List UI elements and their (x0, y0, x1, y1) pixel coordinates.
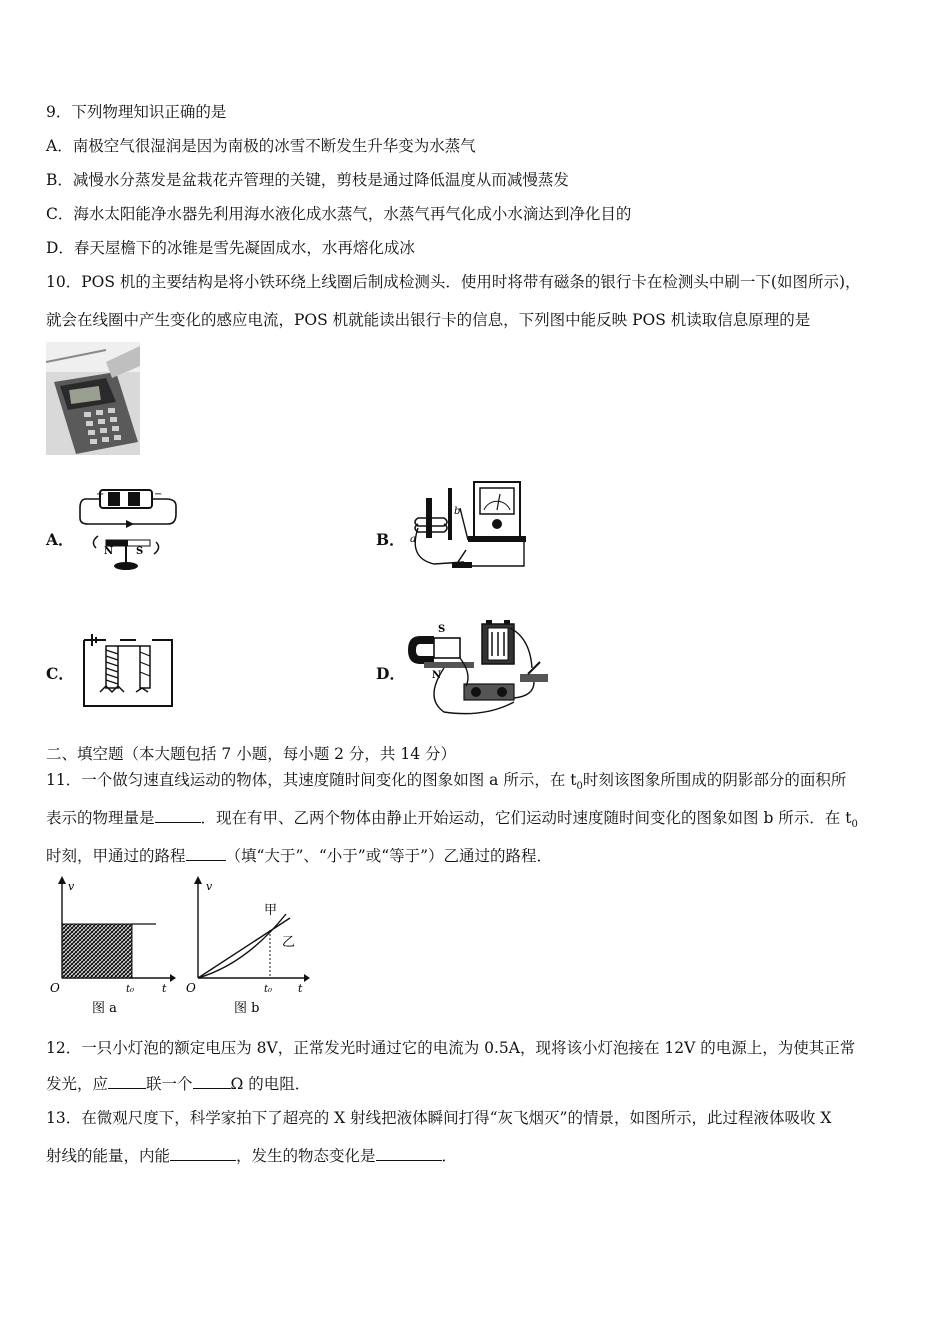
q13-line1: 13．在微观尺度下，科学家拍下了超亮的 X 射线把液体瞬间打得“灰飞烟灭”的情景，如图所示，此过程液体吸收 X (46, 1109, 832, 1127)
q12-line2: 发光，应 联一个 Ω 的电阻． (46, 1075, 311, 1093)
graph-a-v-label: v (68, 880, 75, 893)
q9-option-a: A．南极空气很湿润是因为南极的冰雪不断发生升华变为水蒸气 (46, 137, 476, 155)
fig-a-oersted (76, 484, 180, 572)
q11-line3: 时刻，甲通过的路程 （填“大于”、“小于”或“等于”）乙通过的路程． (46, 847, 553, 865)
q12-blank-2[interactable] (193, 1074, 231, 1089)
q10-line2: 就会在线圈中产生变化的感应电流，POS 机就能读出银行卡的信息，下列图中能反映 POS 机读取信息原理的是 (46, 311, 811, 329)
pos-machine-photo (46, 342, 140, 455)
q9-option-b: B．减慢水分蒸发是盆栽花卉管理的关键，剪枝是通过降低温度从而减慢蒸发 (46, 171, 569, 189)
graph-b (186, 874, 314, 1020)
q9-option-c: C．海水太阳能净水器先利用海水液化成水蒸气，水蒸气再气化成小水滴达到净化目的 (46, 205, 632, 223)
fig-d-s-label: S (438, 624, 446, 635)
fig-a-s-label: S (136, 546, 144, 557)
fig-b-galvanometer (404, 478, 528, 578)
fig-a-n-label: N (104, 546, 114, 557)
graph-a-t: t (162, 982, 167, 995)
graph-b-jia-label: 甲 (264, 903, 278, 918)
q13-blank-1[interactable] (170, 1146, 236, 1161)
q12-blank-1[interactable] (108, 1074, 146, 1089)
q10-option-label-d: D． (376, 664, 405, 683)
q13-line2: 射线的能量，内能 ，发生的物态变化是 ． (46, 1147, 458, 1165)
q11-blank-2[interactable] (186, 846, 226, 861)
q9-option-d: D．春天屋檐下的冰锥是雪先凝固成水，水再熔化成冰 (46, 239, 415, 257)
fig-d-motor (404, 618, 554, 718)
q13-blank-2[interactable] (376, 1146, 442, 1161)
q11-blank-1[interactable] (155, 808, 201, 823)
q10-option-label-a: A． (46, 530, 74, 549)
q10-line1: 10．POS 机的主要结构是将小铁环绕上线圈后制成检测头．使用时将带有磁条的银行卡在检测头中刷一下(如图所示)， (46, 273, 861, 291)
graph-a-t0: t₀ (126, 984, 135, 995)
q11-line1: 11．一个做匀速直线运动的物体，其速度随时间变化的图象如图 a 所示，在 $t_0$时刻该图象所围成的阴影部分的面积所 (46, 771, 847, 793)
q10-option-label-c: C． (46, 664, 74, 683)
q12-line1: 12．一只小灯泡的额定电压为 8V，正常发光时通过它的电流为 0.5A，现将该小灯泡接在 12V 的电源上，为使其正常 (46, 1039, 856, 1057)
graph-b-t0: t₀ (264, 984, 273, 995)
section2-heading: 二、填空题（本大题包括 7 小题，每小题 2 分，共 14 分） (46, 745, 457, 763)
fig-c-electromagnets (76, 632, 178, 712)
svg-text:+: + (96, 489, 105, 500)
graph-a (46, 874, 176, 1020)
graph-b-yi-label: 乙 (282, 935, 296, 950)
graph-b-caption: 图 b (234, 1001, 260, 1016)
svg-text:−: − (154, 489, 163, 500)
q9-stem: 9．下列物理知识正确的是 (46, 103, 227, 121)
q10-option-label-b: B． (376, 530, 405, 549)
graph-b-origin: O (186, 981, 196, 995)
q11-line2: 表示的物理量是 ．现在有甲、乙两个物体由静止开始运动，它们运动时速度随时间变化的图象如图 b 所示．在 $t_0$ (46, 809, 858, 831)
graph-b-v-label: v (206, 880, 213, 893)
fig-b-b-label: b (454, 506, 461, 517)
graph-b-t: t (298, 982, 303, 995)
fig-d-n-label: N (432, 670, 442, 681)
fig-b-a-label: a (410, 534, 416, 545)
graph-a-caption: 图 a (92, 1001, 117, 1016)
graph-a-origin: O (50, 981, 60, 995)
